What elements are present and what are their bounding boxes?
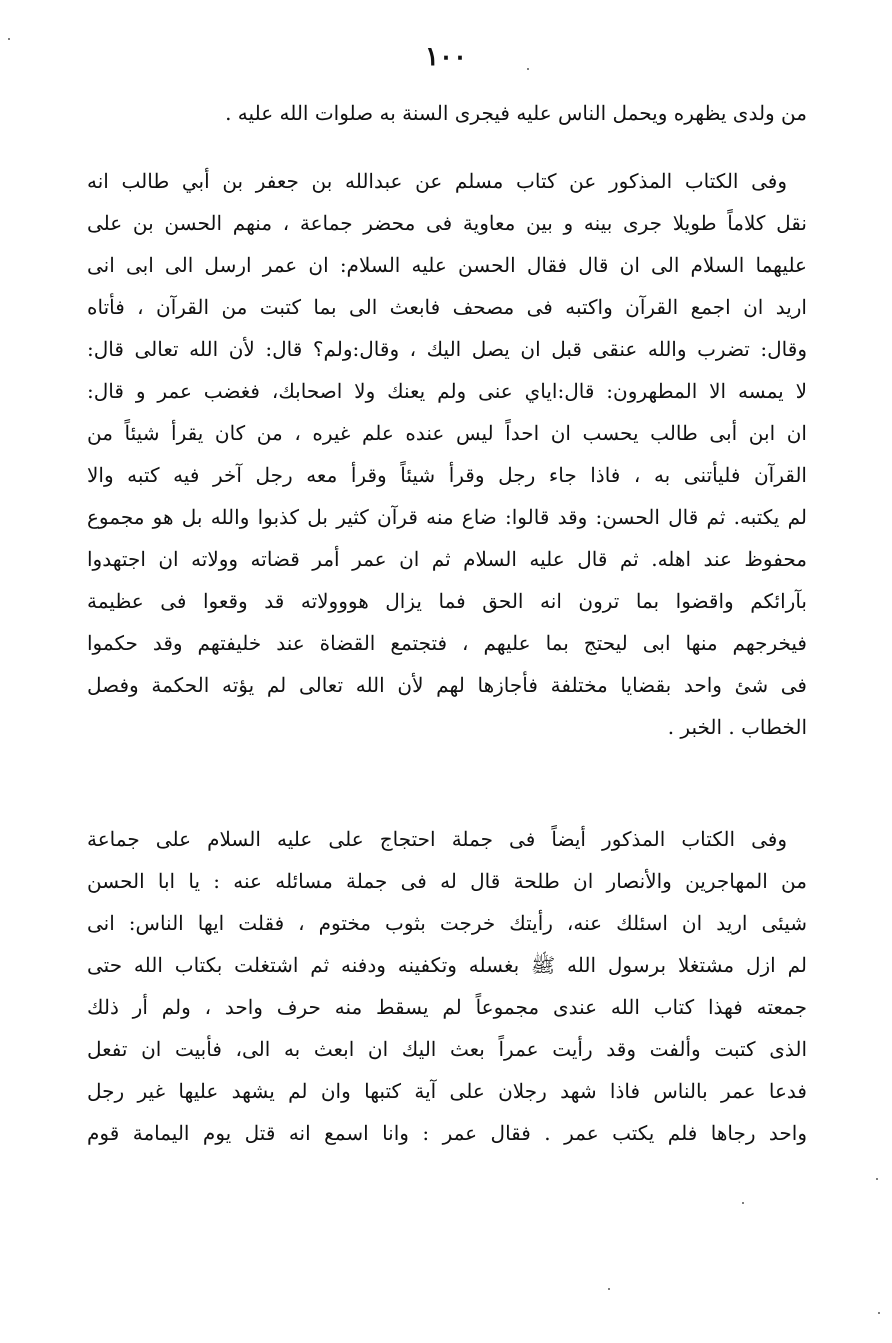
text-line: نقل كلاماً طويلا جرى بينه و بين معاوية فى محضر جماعة ، منهم الحسن بن على (87, 211, 807, 235)
text-line: بآرائكم واقضوا بما ترون انه الحق فما يزال هووولاته قد وقعوا فى عظيمة (87, 589, 807, 613)
text-line: الذى كتبت وألفت وقد رأيت عمراً بعث اليك ان ابعث به الى، فأبيت ان تفعل (87, 1037, 807, 1061)
paragraph-1 (87, 92, 807, 134)
text-line: من ولدى يظهره ويحمل الناس عليه فيجرى السنة به صلوات الله عليه . (225, 101, 807, 125)
text-line: شيئى اريد ان اسئلك عنه، رأيتك خرجت بثوب مختوم ، فقلت ايها الناس: انى (87, 911, 807, 935)
text-line: وقال: تضرب والله عنقى قبل ان يصل اليك ، وقال:ولم؟ قال: لأن الله تعالى قال: (87, 337, 807, 361)
page-number: ١٠٠ (425, 42, 467, 72)
text-line: فيخرجهم منها ابى ليحتج بما عليهم ، فتجتمع القضاة عند خليفتهم وقد حكموا (87, 631, 807, 655)
scan-speck (527, 68, 529, 70)
text-line: من المهاجرين والأنصار ان طلحة قال له فى جملة مسائله عنه : يا ابا الحسن (87, 869, 807, 893)
paragraph-2 (87, 160, 807, 748)
text-line: الخطاب . الخبر . (667, 715, 807, 739)
text-line: وفى الكتاب المذكور عن كتاب مسلم عن عبدالله بن جعفر بن أبي طالب انه (87, 169, 788, 193)
scan-speck (742, 1202, 744, 1204)
text-line: لم ازل مشتغلا برسول الله ﷺ بغسله وتكفينه ودفنه ثم اشتغلت بكتاب الله حتى (87, 953, 807, 977)
text-line: وفى الكتاب المذكور أيضاً فى جملة احتجاج على عليه السلام على جماعة (87, 827, 787, 851)
text-line: لم يكتبه. ثم قال الحسن: وقد قالوا: ضاع منه قرآن كثير بل كذبوا والله بل هو مجموع (87, 505, 807, 529)
scan-speck (878, 1312, 880, 1314)
text-line: لا يمسه الا المطهرون: قال:اياي عنى ولم يعنك ولا اصحابك، فغضب عمر و قال: (87, 379, 807, 403)
text-line: جمعته فهذا كتاب الله عندى مجموعاً لم يسقط منه حرف واحد ، ولم أر ذلك (87, 995, 807, 1019)
scan-speck (8, 38, 10, 40)
scan-speck (876, 1178, 878, 1180)
text-line: فدعا عمر بالناس فاذا شهد رجلان على آية كتبها وان لم يشهد عليها غير رجل (87, 1079, 807, 1103)
text-line: عليهما السلام الى ان قال فقال الحسن عليه السلام: ان عمر ارسل الى ابى انى (87, 253, 807, 277)
text-line: ان ابن أبى طالب يحسب ان احداً ليس عنده علم غيره ، من كان يقرأ شيئاً من (87, 421, 807, 445)
scan-speck (608, 1288, 610, 1290)
text-line: اريد ان اجمع القرآن واكتبه فى مصحف فابعث الى بما كتبت من القرآن ، فأتاه (87, 295, 807, 319)
text-line: القرآن فليأتنى به ، فاذا جاء رجل وقرأ شيئاً وقرأ معه رجل آخر فيه كتبه والا (87, 463, 807, 487)
text-line: واحد رجاها فلم يكتب عمر . فقال عمر : وانا اسمع انه قتل يوم اليمامة قوم (87, 1121, 807, 1145)
text-line: فى شئ واحد بقضايا مختلفة فأجازها لهم لأن الله تعالى لم يؤته الحكمة وفصل (87, 673, 807, 697)
text-line: محفوظ عند اهله. ثم قال عليه السلام ثم ان عمر أمر قضاته وولاته ان اجتهدوا (87, 547, 807, 571)
paragraph-3 (87, 818, 807, 1154)
